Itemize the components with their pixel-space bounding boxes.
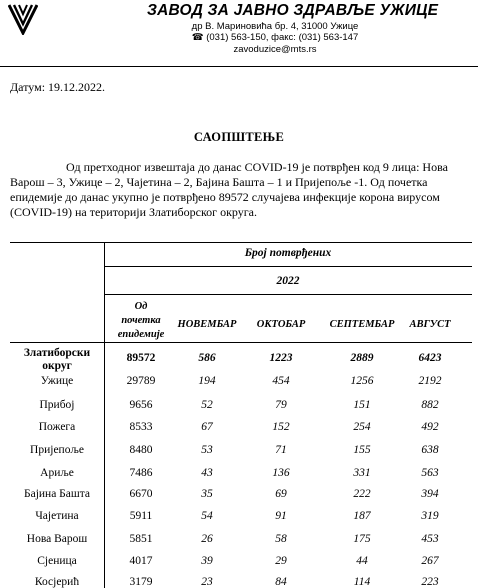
table-cell: 2192 — [418, 375, 442, 387]
table-cell: 394 — [421, 488, 439, 500]
table-cell: 194 — [198, 375, 216, 387]
institution-email: zavoduzice@mts.rs — [233, 44, 317, 55]
row-name: Бајина Башта — [23, 488, 91, 500]
announcement-text: Од претходног извештаја до данас COVID-19 је потврђен код 9 лица: Нова Варош – 3, Ужице – 2, Чајетина – 2, Бајина Башта – 1 и Пријепоље -1. Од почетка епидемије до данас укупно је потврђено 89572 случајева инфекције корона вирусом (COVID-19) на територији Златиборског округа. — [10, 160, 448, 219]
row-name: Прибој — [39, 399, 75, 411]
table-cell: 453 — [421, 533, 439, 545]
group-header: Број потврђених — [244, 247, 332, 259]
row-name: Чајетина — [35, 510, 79, 522]
row-name: Ужице — [40, 375, 74, 387]
row-name: Пријепоље — [30, 444, 84, 456]
table-year-rule — [104, 294, 472, 295]
col-header-since-start — [104, 300, 178, 342]
col-header-september: СЕПТЕМБАР — [329, 319, 395, 330]
table-cell: 151 — [353, 399, 371, 411]
table-cell: 331 — [353, 467, 371, 479]
col-header-line: Од — [134, 301, 148, 312]
table-cell: 29 — [275, 555, 287, 567]
table-cell: 155 — [353, 444, 371, 456]
table-cell: 319 — [421, 510, 439, 522]
col-header-line: епидемије — [117, 329, 165, 340]
table-cell: 9656 — [129, 399, 153, 411]
cell-district-total: 89572 — [126, 352, 156, 364]
table-cell: 79 — [275, 399, 287, 411]
cell-district-november: 586 — [198, 352, 216, 364]
table-cell: 53 — [201, 444, 213, 456]
table-cell: 8533 — [129, 421, 153, 433]
document-date: Датум: 19.12.2022. — [10, 80, 106, 94]
row-name: Косјерић — [34, 576, 80, 588]
phone-text: (031) 563-150, факс: (031) 563-147 — [206, 32, 359, 43]
table-top-rule — [10, 242, 472, 243]
table-cell: 152 — [272, 421, 290, 433]
table-cell: 267 — [421, 555, 439, 567]
table-cell: 563 — [421, 467, 439, 479]
table-cell: 43 — [201, 467, 213, 479]
table-cell: 23 — [201, 576, 213, 588]
table-cell: 254 — [353, 421, 371, 433]
table-cell: 882 — [421, 399, 439, 411]
table-cell: 492 — [421, 421, 439, 433]
table-header-rule — [104, 342, 472, 343]
cell-district-september: 2889 — [350, 352, 374, 364]
table-cell: 223 — [421, 576, 439, 588]
table-group-rule — [104, 266, 472, 267]
col-header-october: ОКТОБАР — [256, 319, 306, 330]
table-cell: 3179 — [129, 576, 153, 588]
table-cell: 5851 — [129, 533, 153, 545]
table-cell: 1256 — [350, 375, 374, 387]
col-header-november: НОВЕМБАР — [177, 319, 237, 330]
table-cell: 7486 — [129, 467, 153, 479]
row-name-line: Златиборски — [23, 347, 91, 359]
phone-icon: ☎ — [191, 32, 207, 43]
table-cell: 114 — [353, 576, 371, 588]
cell-district-october: 1223 — [269, 352, 293, 364]
table-cell: 26 — [201, 533, 213, 545]
table-cell: 69 — [275, 488, 287, 500]
institution-name: ЗАВОД ЗА ЈАВНО ЗДРАВЉЕ УЖИЦЕ — [147, 2, 439, 19]
table-cell: 39 — [201, 555, 213, 567]
row-name: Нова Варош — [26, 533, 88, 545]
col-header-line: почетка — [121, 315, 161, 326]
table-left-rule — [10, 342, 104, 343]
institution-address: др В. Мариновића бр. 4, 31000 Ужице — [191, 21, 359, 32]
cell-district-august: 6423 — [418, 352, 442, 364]
table-cell: 58 — [275, 533, 287, 545]
table-cell: 6670 — [129, 488, 153, 500]
table-cell: 44 — [356, 555, 368, 567]
header-divider — [0, 66, 478, 67]
table-cell: 52 — [201, 399, 213, 411]
table-cell: 29789 — [126, 375, 156, 387]
announcement-paragraph — [10, 160, 465, 220]
table-cell: 638 — [421, 444, 439, 456]
table-cell: 71 — [275, 444, 287, 456]
row-name: Сјеница — [37, 555, 77, 567]
table-cell: 136 — [272, 467, 290, 479]
table-cell: 54 — [201, 510, 213, 522]
table-cell: 91 — [275, 510, 287, 522]
col-header-august: АВГУСТ — [409, 319, 451, 330]
year-header: 2022 — [276, 275, 300, 287]
institute-logo — [8, 3, 38, 35]
table-cell: 454 — [272, 375, 290, 387]
row-name-district — [10, 347, 104, 373]
table-cell: 67 — [201, 421, 213, 433]
table-cell: 35 — [201, 488, 213, 500]
table-cell: 175 — [353, 533, 371, 545]
institution-phone — [150, 32, 400, 43]
table-cell: 4017 — [129, 555, 153, 567]
row-name-line: округ — [42, 360, 72, 372]
document-title: САОПШТЕЊЕ — [193, 130, 285, 144]
table-cell: 5911 — [129, 510, 153, 522]
table-cell: 84 — [275, 576, 287, 588]
row-name: Ариље — [40, 467, 74, 479]
row-name: Пожега — [38, 421, 76, 433]
table-cell: 222 — [353, 488, 371, 500]
table-cell: 187 — [353, 510, 371, 522]
table-cell: 8480 — [129, 444, 153, 456]
